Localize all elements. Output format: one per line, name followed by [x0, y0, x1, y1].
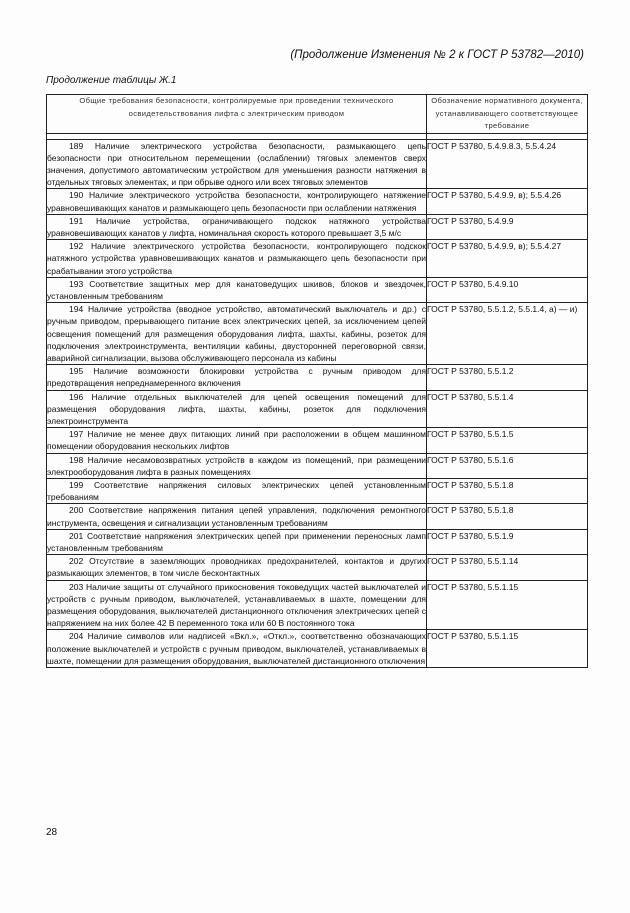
- reference-cell: ГОСТ Р 53780, 5.5.1.4: [427, 390, 588, 428]
- reference-cell: ГОСТ Р 53780, 5.5.1.15: [427, 630, 588, 668]
- reference-cell: ГОСТ Р 53780, 5.5.1.8: [427, 478, 588, 503]
- requirement-cell: [47, 390, 427, 428]
- table-row: [47, 303, 588, 365]
- requirement-text: 198 Наличие несамовозвратных устройств в каждом из помещений, при размещении электрооборудования лифта в разных помещениях: [47, 454, 426, 477]
- table-row: [47, 365, 588, 390]
- requirement-text: 200 Соответствие напряжения питания цепей управления, подключения ремонтного инструмента, освещения и сигнализации установленным требованиям: [47, 505, 426, 528]
- requirement-cell: [47, 555, 427, 580]
- table-row: [47, 580, 588, 630]
- table-header-row: [47, 95, 588, 134]
- reference-cell: ГОСТ Р 53780, 5.4.9.9, в); 5.5.4.27: [427, 240, 588, 278]
- requirements-table: [46, 94, 588, 668]
- table-row: [47, 555, 588, 580]
- requirement-cell: [47, 504, 427, 529]
- requirement-cell: [47, 580, 427, 630]
- table-row: [47, 139, 588, 189]
- requirement-cell: [47, 277, 427, 302]
- reference-cell: ГОСТ Р 53780, 5.4.9.10: [427, 277, 588, 302]
- table-row: [47, 453, 588, 478]
- table-row: [47, 529, 588, 554]
- reference-cell: ГОСТ Р 53780, 5.5.1.2: [427, 365, 588, 390]
- table-continuation-caption: Продолжение таблицы Ж.1: [46, 75, 177, 86]
- page-number: 28: [46, 827, 58, 838]
- requirement-cell: [47, 453, 427, 478]
- table-row: [47, 478, 588, 503]
- requirement-text: 192 Наличие электрического устройства безопасности, контролирующего подскок натяжного устройства уравновешивающих канатов и размыкающего цепь безопасности при срабатывании этого устройства: [47, 241, 426, 276]
- requirement-cell: [47, 529, 427, 554]
- requirement-cell: [47, 214, 427, 239]
- reference-cell: ГОСТ Р 53780, 5.5.1.5: [427, 428, 588, 453]
- table-row: [47, 504, 588, 529]
- reference-cell: ГОСТ Р 53780, 5.5.1.9: [427, 529, 588, 554]
- requirement-text: 203 Наличие защиты от случайного прикосновения токоведущих частей выключателей и устройств с ручным приводом, выключателей, устанавливаемых в шахте, помещении для размещения оборудования, выключателей дистанционного отключения электрических цепей с напряжением на них более 42 В переменного тока или 60 В постоянного тока: [47, 581, 426, 629]
- table-row: [47, 630, 588, 668]
- reference-cell: ГОСТ Р 53780, 5.5.1.8: [427, 504, 588, 529]
- requirement-cell: [47, 478, 427, 503]
- requirement-cell: [47, 139, 427, 189]
- requirement-text: 196 Наличие отдельных выключателей для цепей освещения помещений для размещения оборудования лифта, шахты, кабины, розеток для подключения электроинструмента: [47, 391, 426, 426]
- reference-cell: ГОСТ Р 53780, 5.5.1.15: [427, 580, 588, 630]
- requirement-cell: [47, 365, 427, 390]
- requirement-cell: [47, 303, 427, 365]
- table-row: [47, 390, 588, 428]
- reference-cell: ГОСТ Р 53780, 5.5.1.14: [427, 555, 588, 580]
- table-row: [47, 189, 588, 214]
- reference-cell: ГОСТ Р 53780, 5.4.9.8.3, 5.5.4.24: [427, 139, 588, 189]
- reference-cell: ГОСТ Р 53780, 5.4.9.9: [427, 214, 588, 239]
- requirement-cell: [47, 428, 427, 453]
- requirement-text: 204 Наличие символов или надписей «Вкл.», «Откл.», соответственно обозначающих положение выключателей и устройств с ручным приводом, выключателей, устанавливаемых в шахте, помещении для размещения оборудования, выключателей дистанционного отключения: [47, 631, 426, 666]
- table-row: [47, 240, 588, 278]
- requirement-cell: [47, 189, 427, 214]
- requirement-cell: [47, 630, 427, 668]
- requirement-text: 189 Наличие электрического устройства безопасности, размыкающего цепь безопасности при относительном перемещении (ослаблении) тяговых элементов сверх значения, допустимого автоматическим устройством для уменьшения разности натяжения в отдельных тяговых элементах, и при обрыве одного или всех тяговых элементов: [47, 140, 426, 188]
- requirement-text: 194 Наличие устройства (вводное устройство, автоматический выключатель и др.) с ручным приводом, прерывающего питание всех электрических цепей, за исключением цепей освещения помещений для размещения оборудования лифта, шахты, кабины, розеток для подключения электроинструмента, вентиляции кабины, двусторонней переговорной связи, аварийной сигнализации, вызова обслуживающего персонала из кабины: [47, 304, 426, 363]
- requirement-text: 202 Отсутствие в заземляющих проводниках предохранителей, контактов и других размыкающих элементов, в том числе бесконтактных: [47, 556, 426, 579]
- table-row: [47, 214, 588, 239]
- reference-cell: ГОСТ Р 53780, 5.5.1.6: [427, 453, 588, 478]
- requirement-text: 201 Соответствие напряжения электрических цепей при применении переносных ламп установленным требованиям: [47, 530, 426, 553]
- requirement-cell: [47, 240, 427, 278]
- reference-cell: ГОСТ Р 53780, 5.4.9.9, в); 5.5.4.26: [427, 189, 588, 214]
- requirement-text: 199 Соответствие напряжения силовых электрических цепей установленным требованиям: [47, 479, 426, 503]
- column-header-requirements: Общие требования безопасности, контролируемые при проведении технического освидетельствования лифта с электрическим приводом: [47, 95, 427, 134]
- table-row: [47, 277, 588, 302]
- requirement-text: 193 Соответствие защитных мер для канатоведущих шкивов, блоков и звездочек, установленным требованиям: [47, 278, 426, 301]
- requirement-text: 190 Наличие электрического устройства безопасности, контролирующего натяжение уравновешивающих канатов и размыкающего цепь безопасности при ослаблении натяжения: [47, 190, 426, 213]
- table-row: [47, 428, 588, 453]
- requirement-text: 191 Наличие устройства, ограничивающего подскок натяжного устройства уравновешивающих канатов у лифта, номинальная скорость которого превышает 3,5 м/с: [47, 215, 426, 238]
- requirement-text: 197 Наличие не менее двух питающих линий при расположении в общем машинном помещении оборудования нескольких лифтов: [47, 429, 426, 452]
- amendment-header-note: (Продолжение Изменения № 2 к ГОСТ Р 53782—2010): [290, 49, 584, 61]
- requirement-text: 195 Наличие возможности блокировки устройства с ручным приводом для предотвращения непреднамеренного включения: [47, 366, 426, 389]
- reference-cell: ГОСТ Р 53780, 5.5.1.2, 5.5.1.4, а) — и): [427, 303, 588, 365]
- column-header-reference: Обозначение нормативного документа, устанавливающего соответствующее требование: [427, 95, 588, 134]
